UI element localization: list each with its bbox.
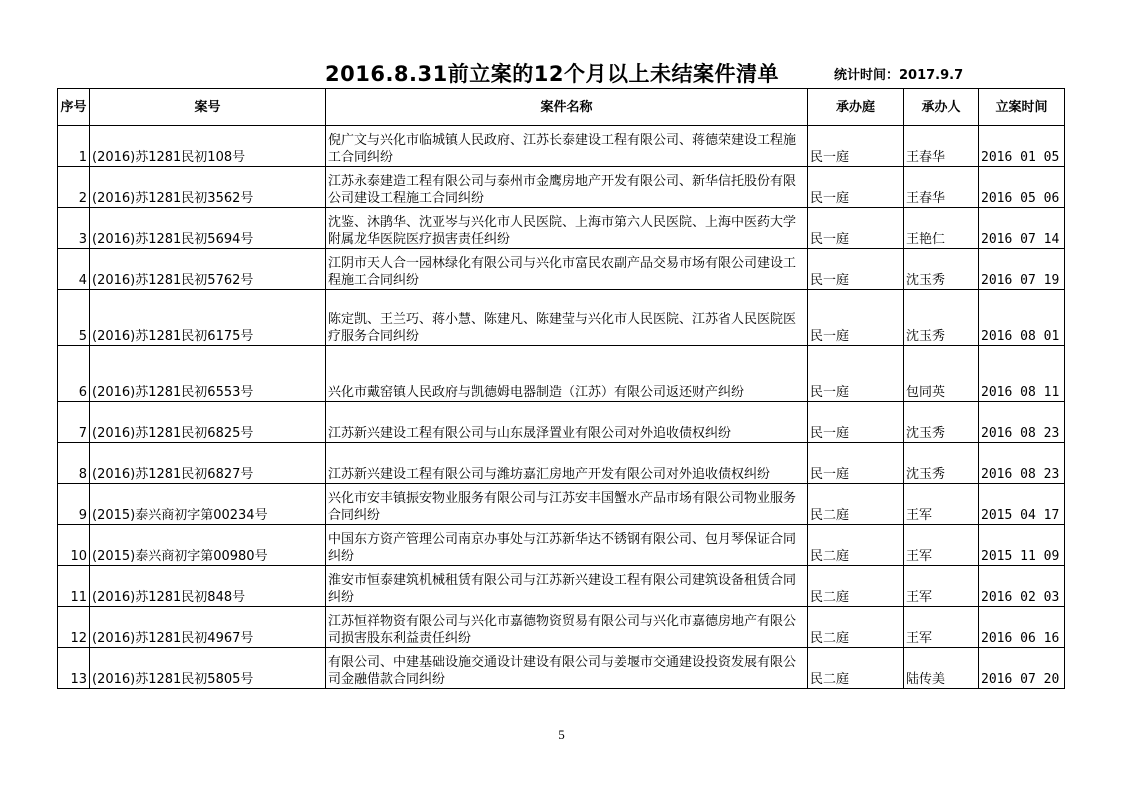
judge-cell: 王军 — [904, 566, 979, 607]
case-number-cell: (2016)苏1281民初6825号 — [90, 402, 326, 443]
filing-date-cell: 2016 07 14 — [979, 208, 1065, 249]
judge-cell: 沈玉秀 — [904, 443, 979, 484]
judge-cell: 王春华 — [904, 167, 979, 208]
judge-cell: 包同英 — [904, 346, 979, 402]
case-table — [57, 88, 1065, 689]
header-row — [58, 89, 1065, 126]
row-number-cell: 1 — [58, 126, 90, 167]
filing-date-cell: 2016 08 11 — [979, 346, 1065, 402]
filing-date-cell: 2016 01 05 — [979, 126, 1065, 167]
header-judge: 承办人 — [904, 89, 979, 126]
court-cell: 民二庭 — [808, 648, 904, 689]
case-number-cell: (2015)泰兴商初字第00980号 — [90, 525, 326, 566]
row-number-cell: 9 — [58, 484, 90, 525]
table-row — [58, 443, 1065, 484]
filing-date-cell: 2016 05 06 — [979, 167, 1065, 208]
case-name-cell: 江苏恒祥物资有限公司与兴化市嘉德物资贸易有限公司与兴化市嘉德房地产有限公司损害股东利益责任纠纷 — [326, 607, 808, 648]
court-cell: 民二庭 — [808, 566, 904, 607]
table-row — [58, 648, 1065, 689]
judge-cell: 王军 — [904, 484, 979, 525]
case-number-cell: (2015)泰兴商初字第00234号 — [90, 484, 326, 525]
row-number-cell: 3 — [58, 208, 90, 249]
judge-cell: 王军 — [904, 525, 979, 566]
table-row — [58, 525, 1065, 566]
row-number-cell: 2 — [58, 167, 90, 208]
row-number-cell: 4 — [58, 249, 90, 290]
row-number-cell: 13 — [58, 648, 90, 689]
case-number-cell: (2016)苏1281民初6827号 — [90, 443, 326, 484]
filing-date-cell: 2016 02 03 — [979, 566, 1065, 607]
case-number-cell: (2016)苏1281民初108号 — [90, 126, 326, 167]
case-name-cell: 有限公司、中建基础设施交通设计建设有限公司与姜堰市交通建设投资发展有限公司金融借款合同纠纷 — [326, 648, 808, 689]
title-row — [0, 58, 1123, 86]
judge-cell: 王艳仁 — [904, 208, 979, 249]
case-number-cell: (2016)苏1281民初6553号 — [90, 346, 326, 402]
filing-date-cell: 2016 07 19 — [979, 249, 1065, 290]
filing-date-cell: 2016 08 23 — [979, 402, 1065, 443]
case-number-cell: (2016)苏1281民初5762号 — [90, 249, 326, 290]
row-number-cell: 8 — [58, 443, 90, 484]
court-cell: 民一庭 — [808, 249, 904, 290]
header-case-no: 案号 — [90, 89, 326, 126]
header-court: 承办庭 — [808, 89, 904, 126]
case-name-cell: 倪广文与兴化市临城镇人民政府、江苏长泰建设工程有限公司、蒋德荣建设工程施工合同纠纷 — [326, 126, 808, 167]
header-date: 立案时间 — [979, 89, 1065, 126]
judge-cell: 沈玉秀 — [904, 249, 979, 290]
case-number-cell: (2016)苏1281民初5694号 — [90, 208, 326, 249]
court-cell: 民二庭 — [808, 484, 904, 525]
case-name-cell: 江苏新兴建设工程有限公司与潍坊嘉汇房地产开发有限公司对外追收债权纠纷 — [326, 443, 808, 484]
row-number-cell: 7 — [58, 402, 90, 443]
page-number: 5 — [558, 727, 565, 742]
court-cell: 民一庭 — [808, 208, 904, 249]
case-name-cell: 江阴市天人合一园林绿化有限公司与兴化市富民农副产品交易市场有限公司建设工程施工合同纠纷 — [326, 249, 808, 290]
judge-cell: 沈玉秀 — [904, 290, 979, 346]
row-number-cell: 5 — [58, 290, 90, 346]
judge-cell: 王军 — [904, 607, 979, 648]
filing-date-cell: 2016 07 20 — [979, 648, 1065, 689]
table-row — [58, 126, 1065, 167]
table-row — [58, 402, 1065, 443]
judge-cell: 陆传美 — [904, 648, 979, 689]
table-row — [58, 208, 1065, 249]
row-number-cell: 11 — [58, 566, 90, 607]
table-row — [58, 290, 1065, 346]
stat-time: 统计时间：2017.9.7 — [834, 68, 964, 83]
court-cell: 民二庭 — [808, 525, 904, 566]
case-name-cell: 沈鉴、沐鹃华、沈亚岑与兴化市人民医院、上海市第六人民医院、上海中医药大学附属龙华医院医疗损害责任纠纷 — [326, 208, 808, 249]
judge-cell: 沈玉秀 — [904, 402, 979, 443]
case-name-cell: 江苏新兴建设工程有限公司与山东晟泽置业有限公司对外追收债权纠纷 — [326, 402, 808, 443]
row-number-cell: 10 — [58, 525, 90, 566]
filing-date-cell: 2015 11 09 — [979, 525, 1065, 566]
header-seq: 序号 — [58, 89, 90, 126]
court-cell: 民一庭 — [808, 290, 904, 346]
case-number-cell: (2016)苏1281民初848号 — [90, 566, 326, 607]
case-name-cell: 中国东方资产管理公司南京办事处与江苏新华达不锈钢有限公司、包月琴保证合同纠纷 — [326, 525, 808, 566]
court-cell: 民二庭 — [808, 607, 904, 648]
case-name-cell: 淮安市恒泰建筑机械租赁有限公司与江苏新兴建设工程有限公司建筑设备租赁合同纠纷 — [326, 566, 808, 607]
court-cell: 民一庭 — [808, 402, 904, 443]
filing-date-cell: 2016 08 01 — [979, 290, 1065, 346]
court-cell: 民一庭 — [808, 167, 904, 208]
court-cell: 民一庭 — [808, 126, 904, 167]
header-case-name: 案件名称 — [326, 89, 808, 126]
filing-date-cell: 2016 08 23 — [979, 443, 1065, 484]
row-number-cell: 6 — [58, 346, 90, 402]
case-number-cell: (2016)苏1281民初6175号 — [90, 290, 326, 346]
row-number-cell: 12 — [58, 607, 90, 648]
case-name-cell: 陈定凯、王兰巧、蒋小慧、陈建凡、陈建莹与兴化市人民医院、江苏省人民医院医疗服务合同纠纷 — [326, 290, 808, 346]
table-row — [58, 346, 1065, 402]
table-row — [58, 249, 1065, 290]
case-number-cell: (2016)苏1281民初5805号 — [90, 648, 326, 689]
judge-cell: 王春华 — [904, 126, 979, 167]
filing-date-cell: 2015 04 17 — [979, 484, 1065, 525]
table-row — [58, 566, 1065, 607]
table-row — [58, 607, 1065, 648]
case-name-cell: 兴化市戴窑镇人民政府与凯德姆电器制造（江苏）有限公司返还财产纠纷 — [326, 346, 808, 402]
table-row — [58, 484, 1065, 525]
court-cell: 民一庭 — [808, 346, 904, 402]
filing-date-cell: 2016 06 16 — [979, 607, 1065, 648]
page-title: 2016.8.31前立案的12个月以上未结案件清单 — [325, 62, 779, 86]
case-name-cell: 江苏永泰建造工程有限公司与泰州市金鹰房地产开发有限公司、新华信托股份有限公司建设工程施工合同纠纷 — [326, 167, 808, 208]
table-row — [58, 167, 1065, 208]
case-number-cell: (2016)苏1281民初4967号 — [90, 607, 326, 648]
court-cell: 民一庭 — [808, 443, 904, 484]
case-number-cell: (2016)苏1281民初3562号 — [90, 167, 326, 208]
case-name-cell: 兴化市安丰镇振安物业服务有限公司与江苏安丰国蟹水产品市场有限公司物业服务合同纠纷 — [326, 484, 808, 525]
